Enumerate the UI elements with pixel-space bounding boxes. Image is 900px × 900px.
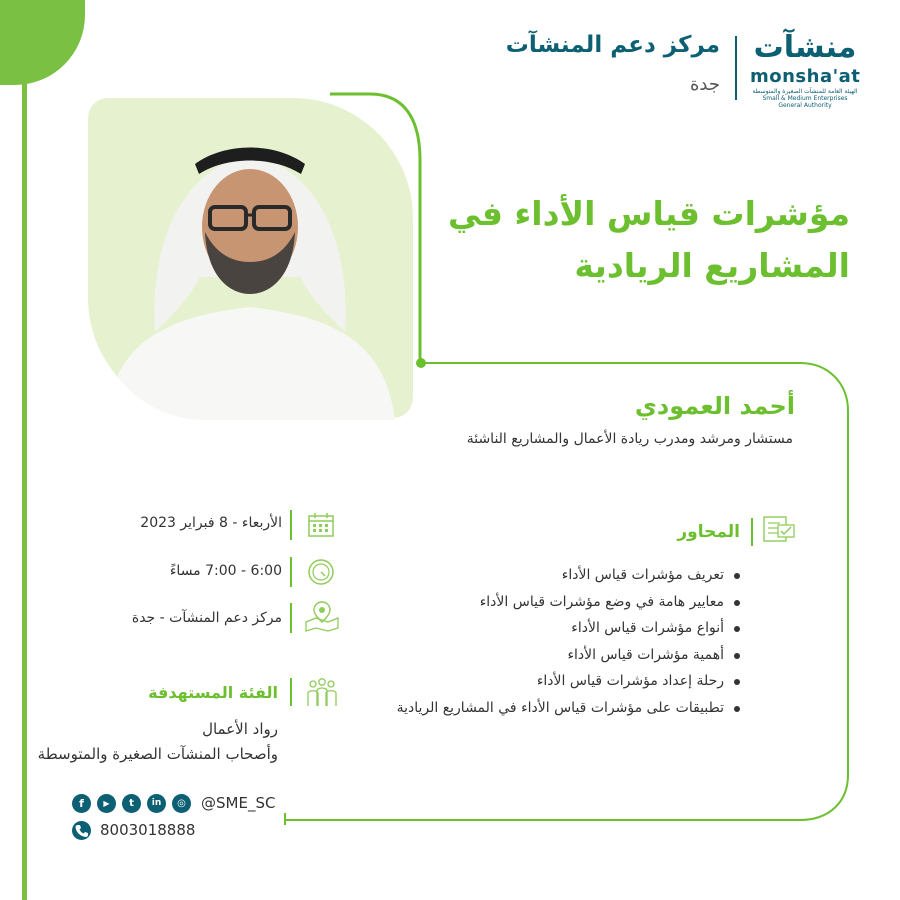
speaker-bio: مستشار ومرشد ومدرب ريادة الأعمال والمشاريع الناشئة bbox=[466, 431, 793, 447]
event-date: الأربعاء - 8 فبراير 2023 bbox=[140, 515, 282, 531]
linkedin-icon[interactable]: in bbox=[147, 794, 166, 813]
date-divider bbox=[290, 510, 292, 540]
youtube-icon[interactable]: ▶ bbox=[97, 794, 116, 813]
center-name: مركز دعم المنشآت bbox=[505, 32, 720, 58]
axes-divider bbox=[751, 518, 753, 546]
list-item: معايير هامة في وضع مؤشرات قياس الأداء bbox=[320, 589, 740, 616]
phone-icon bbox=[72, 821, 91, 840]
calendar-icon bbox=[306, 510, 336, 540]
topics-list bbox=[320, 562, 740, 721]
location-divider bbox=[290, 603, 292, 633]
list-item: أنواع مؤشرات قياس الأداء bbox=[320, 615, 740, 642]
list-item: تطبيقات على مؤشرات قياس الأداء في المشاريع الريادية bbox=[320, 695, 740, 722]
event-time: 6:00 - 7:00 مساءً bbox=[169, 563, 282, 579]
corner-decoration bbox=[0, 0, 85, 85]
event-location: مركز دعم المنشآت - جدة bbox=[131, 610, 282, 626]
logo-subtitle: الهيئة العامة للمنشآت الصغيرة والمتوسطة Small & Medium Enterprises General Authority bbox=[752, 88, 858, 109]
list-item: أهمية مؤشرات قياس الأداء bbox=[320, 642, 740, 669]
twitter-icon[interactable]: t bbox=[122, 794, 141, 813]
left-stripe-decoration bbox=[22, 0, 27, 900]
speaker-name: أحمد العمودي bbox=[634, 392, 795, 420]
phone-number[interactable]: 8003018888 bbox=[100, 821, 196, 839]
title-line-1: مؤشرات قياس الأداء في bbox=[447, 194, 850, 233]
audience-line-2: وأصحاب المنشآت الصغيرة والمتوسطة bbox=[37, 745, 278, 763]
list-item: تعريف مؤشرات قياس الأداء bbox=[320, 562, 740, 589]
audience-title: الفئة المستهدفة bbox=[148, 683, 278, 702]
header-divider bbox=[735, 36, 737, 100]
people-icon bbox=[304, 676, 340, 710]
monshaat-logo bbox=[750, 30, 870, 109]
event-title bbox=[410, 188, 850, 292]
title-line-2: المشاريع الريادية bbox=[574, 246, 850, 285]
logo-arabic-text: منشآت bbox=[753, 30, 857, 65]
social-handle[interactable]: @SME_SC bbox=[201, 794, 276, 812]
facebook-icon[interactable]: f bbox=[72, 794, 91, 813]
audience-divider bbox=[290, 678, 292, 706]
logo-latin-text: monsha'at bbox=[750, 66, 861, 87]
axes-title: المحاور bbox=[677, 522, 740, 542]
instagram-icon[interactable]: ◎ bbox=[172, 794, 191, 813]
checklist-icon bbox=[762, 514, 796, 546]
center-city: جدة bbox=[689, 74, 720, 95]
list-item: رحلة إعداد مؤشرات قياس الأداء bbox=[320, 668, 740, 695]
audience-line-1: رواد الأعمال bbox=[202, 720, 278, 738]
time-divider bbox=[290, 557, 292, 587]
